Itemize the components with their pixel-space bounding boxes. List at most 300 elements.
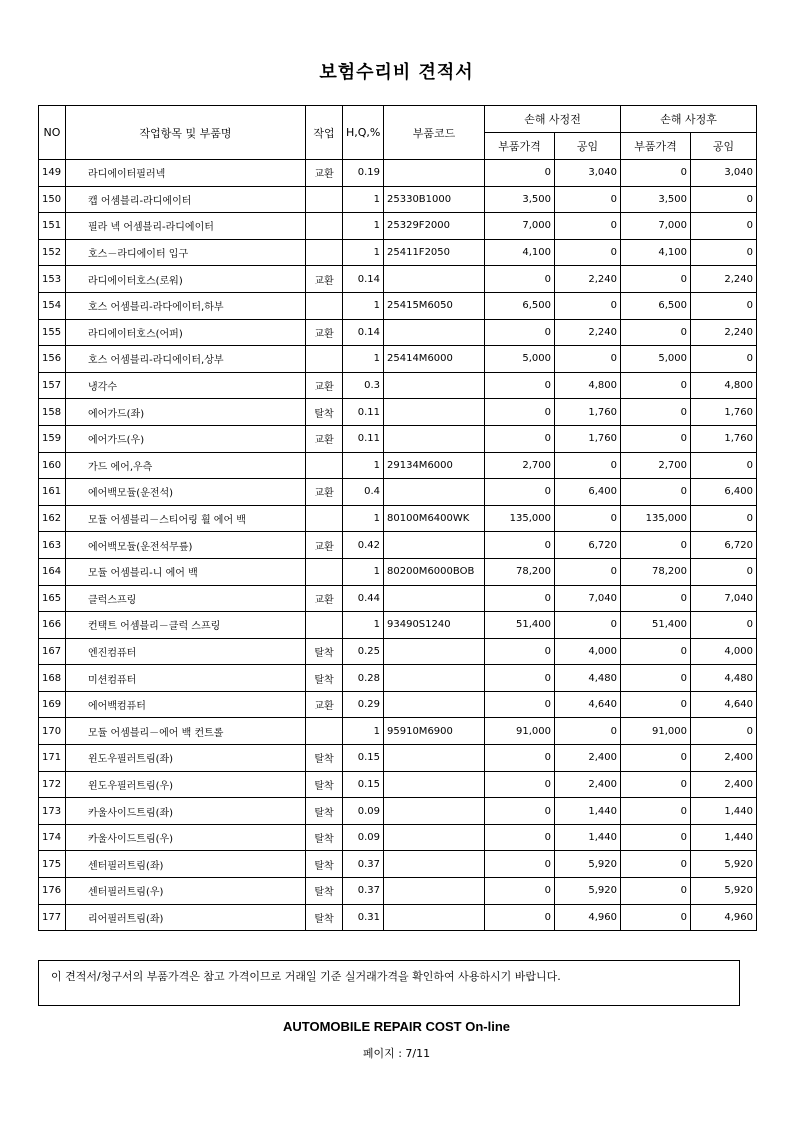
row-number: 153 — [39, 266, 66, 293]
part-code: 80100M6400WK — [384, 505, 485, 532]
part-code — [384, 878, 485, 905]
table-row — [39, 824, 757, 851]
row-number: 166 — [39, 612, 66, 639]
hours-quantity: 1 — [343, 239, 384, 266]
estimate-table — [38, 105, 757, 931]
row-number: 172 — [39, 771, 66, 798]
table-row — [39, 904, 757, 931]
part-code: 25329F2000 — [384, 213, 485, 240]
table-row — [39, 319, 757, 346]
row-number: 167 — [39, 638, 66, 665]
row-number: 152 — [39, 239, 66, 266]
part-code — [384, 160, 485, 187]
labor-after: 4,000 — [691, 638, 757, 665]
row-number: 150 — [39, 186, 66, 213]
part-price-before: 0 — [485, 851, 555, 878]
item-name: 윈도우필러트림(좌) — [66, 745, 306, 772]
part-code — [384, 691, 485, 718]
labor-before: 0 — [555, 239, 621, 266]
table-row — [39, 585, 757, 612]
part-price-before: 0 — [485, 798, 555, 825]
labor-before: 3,040 — [555, 160, 621, 187]
item-name: 카울사이드트림(우) — [66, 824, 306, 851]
part-code: 25414M6000 — [384, 346, 485, 373]
row-number: 158 — [39, 399, 66, 426]
labor-after: 3,040 — [691, 160, 757, 187]
part-code — [384, 425, 485, 452]
labor-after: 6,720 — [691, 532, 757, 559]
work-type — [306, 186, 343, 213]
labor-after: 6,400 — [691, 479, 757, 506]
row-number: 165 — [39, 585, 66, 612]
part-code — [384, 665, 485, 692]
labor-after: 4,800 — [691, 372, 757, 399]
row-number: 176 — [39, 878, 66, 905]
labor-after: 0 — [691, 213, 757, 240]
work-type: 탈착 — [306, 745, 343, 772]
labor-before: 2,400 — [555, 745, 621, 772]
hours-quantity: 0.25 — [343, 638, 384, 665]
part-code: 80200M6000BOB — [384, 558, 485, 585]
part-price-after: 0 — [621, 904, 691, 931]
part-price-before: 2,700 — [485, 452, 555, 479]
part-price-before: 0 — [485, 878, 555, 905]
labor-after: 5,920 — [691, 851, 757, 878]
item-name: 에어가드(우) — [66, 425, 306, 452]
hours-quantity: 0.29 — [343, 691, 384, 718]
work-type — [306, 346, 343, 373]
part-price-before: 0 — [485, 745, 555, 772]
row-number: 174 — [39, 824, 66, 851]
footer-brand: AUTOMOBILE REPAIR COST On-line — [282, 1019, 511, 1034]
labor-after: 2,400 — [691, 771, 757, 798]
part-code — [384, 771, 485, 798]
hours-quantity: 1 — [343, 292, 384, 319]
work-type: 탈착 — [306, 878, 343, 905]
labor-after: 0 — [691, 186, 757, 213]
labor-after: 0 — [691, 346, 757, 373]
table-row — [39, 160, 757, 187]
hours-quantity: 0.4 — [343, 479, 384, 506]
labor-after: 5,920 — [691, 878, 757, 905]
item-name: 에어백컴퓨터 — [66, 691, 306, 718]
work-type — [306, 213, 343, 240]
work-type: 교환 — [306, 319, 343, 346]
item-name: 엔진컴퓨터 — [66, 638, 306, 665]
row-number: 177 — [39, 904, 66, 931]
labor-after: 1,440 — [691, 824, 757, 851]
part-code — [384, 532, 485, 559]
work-type: 교환 — [306, 479, 343, 506]
hours-quantity: 0.14 — [343, 319, 384, 346]
item-name: 호스 어셈블리-라다에이터,하부 — [66, 292, 306, 319]
row-number: 173 — [39, 798, 66, 825]
part-price-before: 3,500 — [485, 186, 555, 213]
item-name: 모듈 어셈블리－스티어링 휠 에어 백 — [66, 505, 306, 532]
table-row — [39, 665, 757, 692]
part-price-after: 0 — [621, 266, 691, 293]
row-number: 151 — [39, 213, 66, 240]
hours-quantity: 1 — [343, 612, 384, 639]
labor-before: 6,400 — [555, 479, 621, 506]
price-notice: 이 견적서/청구서의 부품가격은 참고 가격이므로 거래일 기준 실거래가격을 확인하여 사용하시기 바랍니다. — [38, 960, 740, 1006]
row-number: 161 — [39, 479, 66, 506]
part-price-before: 0 — [485, 904, 555, 931]
row-number: 162 — [39, 505, 66, 532]
table-row — [39, 638, 757, 665]
part-code — [384, 319, 485, 346]
part-code — [384, 266, 485, 293]
item-name: 가드 에어,우측 — [66, 452, 306, 479]
header-before-assessment: 손해 사정전 — [485, 106, 621, 133]
item-name: 카울사이드트림(좌) — [66, 798, 306, 825]
part-code — [384, 745, 485, 772]
part-price-before: 5,000 — [485, 346, 555, 373]
item-name: 필라 넥 어셈블리-라디에이터 — [66, 213, 306, 240]
labor-after: 2,240 — [691, 319, 757, 346]
labor-before: 2,240 — [555, 319, 621, 346]
hours-quantity: 0.31 — [343, 904, 384, 931]
labor-before: 0 — [555, 186, 621, 213]
part-code — [384, 851, 485, 878]
hours-quantity: 1 — [343, 558, 384, 585]
part-price-before: 0 — [485, 160, 555, 187]
part-price-before: 0 — [485, 638, 555, 665]
item-name: 호스－라디에이터 입구 — [66, 239, 306, 266]
part-price-after: 135,000 — [621, 505, 691, 532]
labor-before: 4,960 — [555, 904, 621, 931]
table-row — [39, 745, 757, 772]
table-row — [39, 558, 757, 585]
part-price-before: 0 — [485, 585, 555, 612]
part-code — [384, 904, 485, 931]
table-row — [39, 372, 757, 399]
table-row — [39, 718, 757, 745]
labor-before: 0 — [555, 612, 621, 639]
part-price-before: 135,000 — [485, 505, 555, 532]
part-price-before: 0 — [485, 266, 555, 293]
item-name: 미션컴퓨터 — [66, 665, 306, 692]
table-row — [39, 532, 757, 559]
work-type: 탈착 — [306, 665, 343, 692]
header-work: 작업 — [306, 106, 343, 160]
table-row — [39, 878, 757, 905]
labor-before: 6,720 — [555, 532, 621, 559]
item-name: 모듈 어셈블리－에어 백 컨트롤 — [66, 718, 306, 745]
row-number: 159 — [39, 425, 66, 452]
row-number: 164 — [39, 558, 66, 585]
hours-quantity: 1 — [343, 346, 384, 373]
hours-quantity: 1 — [343, 186, 384, 213]
part-code — [384, 479, 485, 506]
work-type: 탈착 — [306, 824, 343, 851]
labor-before: 0 — [555, 213, 621, 240]
table-row — [39, 798, 757, 825]
document-title: 보험수리비 견적서 — [319, 62, 474, 83]
hours-quantity: 0.44 — [343, 585, 384, 612]
part-price-after: 0 — [621, 319, 691, 346]
hours-quantity: 0.28 — [343, 665, 384, 692]
hours-quantity: 1 — [343, 213, 384, 240]
labor-after: 0 — [691, 505, 757, 532]
part-price-before: 91,000 — [485, 718, 555, 745]
header-item-name: 작업항목 및 부품명 — [66, 106, 306, 160]
labor-before: 1,440 — [555, 824, 621, 851]
work-type — [306, 452, 343, 479]
row-number: 163 — [39, 532, 66, 559]
item-name: 센터필러트림(좌) — [66, 851, 306, 878]
labor-before: 0 — [555, 292, 621, 319]
part-price-before: 0 — [485, 479, 555, 506]
part-code: 95910M6900 — [384, 718, 485, 745]
part-price-before: 0 — [485, 425, 555, 452]
table-row — [39, 612, 757, 639]
table-row — [39, 213, 757, 240]
work-type — [306, 239, 343, 266]
item-name: 에어백모듈(운전석) — [66, 479, 306, 506]
part-price-after: 78,200 — [621, 558, 691, 585]
hours-quantity: 0.11 — [343, 425, 384, 452]
part-code: 25330B1000 — [384, 186, 485, 213]
labor-before: 0 — [555, 346, 621, 373]
labor-before: 2,240 — [555, 266, 621, 293]
row-number: 170 — [39, 718, 66, 745]
header-part-price-before: 부품가격 — [485, 133, 555, 160]
part-code: 93490S1240 — [384, 612, 485, 639]
hours-quantity: 0.15 — [343, 745, 384, 772]
row-number: 171 — [39, 745, 66, 772]
row-number: 169 — [39, 691, 66, 718]
part-price-before: 0 — [485, 771, 555, 798]
labor-after: 2,400 — [691, 745, 757, 772]
labor-before: 0 — [555, 505, 621, 532]
hours-quantity: 1 — [343, 505, 384, 532]
part-price-before: 0 — [485, 399, 555, 426]
part-price-before: 78,200 — [485, 558, 555, 585]
item-name: 에어백모듈(운전석무릎) — [66, 532, 306, 559]
row-number: 175 — [39, 851, 66, 878]
header-labor-before: 공임 — [555, 133, 621, 160]
part-code — [384, 399, 485, 426]
part-code — [384, 638, 485, 665]
item-name: 모듈 어셈블리-니 에어 백 — [66, 558, 306, 585]
work-type: 교환 — [306, 691, 343, 718]
part-code: 25415M6050 — [384, 292, 485, 319]
part-price-before: 0 — [485, 319, 555, 346]
part-price-after: 0 — [621, 665, 691, 692]
table-row — [39, 505, 757, 532]
work-type: 교환 — [306, 585, 343, 612]
table-row — [39, 186, 757, 213]
row-number: 160 — [39, 452, 66, 479]
part-price-before: 51,400 — [485, 612, 555, 639]
hours-quantity: 0.09 — [343, 824, 384, 851]
header-hq: H,Q,% — [343, 106, 384, 160]
item-name: 냉각수 — [66, 372, 306, 399]
work-type — [306, 292, 343, 319]
row-number: 149 — [39, 160, 66, 187]
work-type — [306, 718, 343, 745]
item-name: 센터필러트림(우) — [66, 878, 306, 905]
part-price-after: 0 — [621, 691, 691, 718]
part-price-before: 0 — [485, 691, 555, 718]
work-type: 탈착 — [306, 798, 343, 825]
part-price-before: 6,500 — [485, 292, 555, 319]
hours-quantity: 0.3 — [343, 372, 384, 399]
part-price-before: 0 — [485, 665, 555, 692]
work-type: 교환 — [306, 532, 343, 559]
part-price-before: 0 — [485, 372, 555, 399]
labor-before: 4,640 — [555, 691, 621, 718]
part-price-after: 91,000 — [621, 718, 691, 745]
header-part-code: 부품코드 — [384, 106, 485, 160]
work-type: 탈착 — [306, 399, 343, 426]
part-code — [384, 372, 485, 399]
labor-after: 4,480 — [691, 665, 757, 692]
header-part-price-after: 부품가격 — [621, 133, 691, 160]
table-row — [39, 346, 757, 373]
header-labor-after: 공임 — [691, 133, 757, 160]
row-number: 156 — [39, 346, 66, 373]
part-price-before: 7,000 — [485, 213, 555, 240]
part-price-after: 5,000 — [621, 346, 691, 373]
labor-after: 4,640 — [691, 691, 757, 718]
part-price-after: 3,500 — [621, 186, 691, 213]
part-code: 29134M6000 — [384, 452, 485, 479]
table-row — [39, 399, 757, 426]
labor-after: 2,240 — [691, 266, 757, 293]
labor-before: 2,400 — [555, 771, 621, 798]
part-code: 25411F2050 — [384, 239, 485, 266]
table-row — [39, 479, 757, 506]
labor-after: 7,040 — [691, 585, 757, 612]
work-type: 탈착 — [306, 771, 343, 798]
labor-before: 4,000 — [555, 638, 621, 665]
part-price-after: 51,400 — [621, 612, 691, 639]
part-price-before: 0 — [485, 824, 555, 851]
hours-quantity: 0.42 — [343, 532, 384, 559]
part-price-after: 0 — [621, 878, 691, 905]
labor-after: 0 — [691, 452, 757, 479]
hours-quantity: 0.09 — [343, 798, 384, 825]
row-number: 155 — [39, 319, 66, 346]
table-row — [39, 452, 757, 479]
table-body — [39, 160, 757, 931]
item-name: 윈도우필러트림(우) — [66, 771, 306, 798]
table-row — [39, 691, 757, 718]
part-price-after: 0 — [621, 425, 691, 452]
table-row — [39, 771, 757, 798]
labor-before: 4,480 — [555, 665, 621, 692]
part-code — [384, 798, 485, 825]
work-type: 교환 — [306, 266, 343, 293]
item-name: 라디에이터호스(어퍼) — [66, 319, 306, 346]
row-number: 168 — [39, 665, 66, 692]
hours-quantity: 0.14 — [343, 266, 384, 293]
item-name: 리어필러트림(좌) — [66, 904, 306, 931]
part-code — [384, 585, 485, 612]
part-price-after: 0 — [621, 479, 691, 506]
row-number: 154 — [39, 292, 66, 319]
part-price-before: 4,100 — [485, 239, 555, 266]
item-name: 클럭스프링 — [66, 585, 306, 612]
hours-quantity: 1 — [343, 718, 384, 745]
work-type: 교환 — [306, 425, 343, 452]
labor-after: 4,960 — [691, 904, 757, 931]
part-code — [384, 824, 485, 851]
part-price-after: 7,000 — [621, 213, 691, 240]
labor-before: 0 — [555, 558, 621, 585]
part-price-after: 0 — [621, 532, 691, 559]
labor-before: 0 — [555, 718, 621, 745]
item-name: 라디에이터호스(로워) — [66, 266, 306, 293]
part-price-after: 0 — [621, 771, 691, 798]
work-type: 탈착 — [306, 638, 343, 665]
part-price-after: 0 — [621, 745, 691, 772]
labor-after: 1,440 — [691, 798, 757, 825]
header-after-assessment: 손해 사정후 — [621, 106, 757, 133]
labor-after: 0 — [691, 239, 757, 266]
part-price-after: 0 — [621, 824, 691, 851]
part-price-before: 0 — [485, 532, 555, 559]
table-row — [39, 292, 757, 319]
table-row — [39, 425, 757, 452]
labor-after: 1,760 — [691, 399, 757, 426]
item-name: 컨택트 어셈블리－클럭 스프링 — [66, 612, 306, 639]
hours-quantity: 0.15 — [343, 771, 384, 798]
hours-quantity: 1 — [343, 452, 384, 479]
part-price-after: 0 — [621, 585, 691, 612]
part-price-after: 2,700 — [621, 452, 691, 479]
part-price-after: 6,500 — [621, 292, 691, 319]
item-name: 라디에이터필러넥 — [66, 160, 306, 187]
part-price-after: 4,100 — [621, 239, 691, 266]
work-type: 탈착 — [306, 851, 343, 878]
labor-after: 0 — [691, 612, 757, 639]
labor-after: 1,760 — [691, 425, 757, 452]
part-price-after: 0 — [621, 851, 691, 878]
part-price-after: 0 — [621, 160, 691, 187]
labor-before: 1,760 — [555, 425, 621, 452]
hours-quantity: 0.37 — [343, 851, 384, 878]
row-number: 157 — [39, 372, 66, 399]
table-row — [39, 851, 757, 878]
hours-quantity: 0.19 — [343, 160, 384, 187]
labor-before: 1,440 — [555, 798, 621, 825]
work-type — [306, 558, 343, 585]
labor-before: 5,920 — [555, 851, 621, 878]
table-row — [39, 239, 757, 266]
labor-before: 5,920 — [555, 878, 621, 905]
item-name: 에어가드(좌) — [66, 399, 306, 426]
work-type — [306, 505, 343, 532]
item-name: 호스 어셈블리-라디에이터,상부 — [66, 346, 306, 373]
hours-quantity: 0.37 — [343, 878, 384, 905]
part-price-after: 0 — [621, 372, 691, 399]
labor-before: 1,760 — [555, 399, 621, 426]
part-price-after: 0 — [621, 798, 691, 825]
labor-before: 4,800 — [555, 372, 621, 399]
header-no: NO — [39, 106, 66, 160]
labor-before: 7,040 — [555, 585, 621, 612]
labor-after: 0 — [691, 292, 757, 319]
work-type: 교환 — [306, 160, 343, 187]
labor-after: 0 — [691, 558, 757, 585]
item-name: 캡 어셈블리-라디에이터 — [66, 186, 306, 213]
labor-before: 0 — [555, 452, 621, 479]
hours-quantity: 0.11 — [343, 399, 384, 426]
labor-after: 0 — [691, 718, 757, 745]
